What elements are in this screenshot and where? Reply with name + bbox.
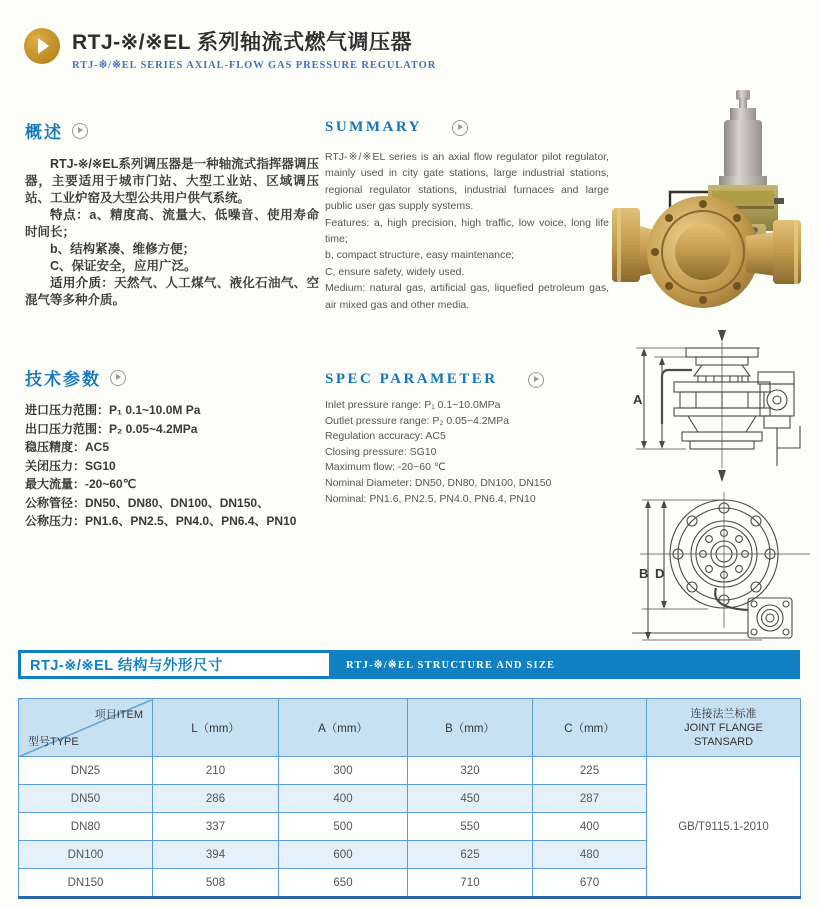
spec-heading-text: SPEC PARAMETER — [325, 371, 498, 387]
cell-c: 400 — [533, 813, 647, 841]
cell-l: 286 — [153, 785, 279, 813]
medium-text: 天然气、人工煤气、液化石油气、空混气等多种介质。 — [25, 276, 319, 307]
spec-line: Nominal Diameter: DN50, DN80, DN100, DN150 — [325, 476, 552, 489]
dim-label-d: D — [655, 566, 665, 581]
table-header-row — [19, 699, 801, 757]
overview-medium — [25, 275, 319, 309]
band-title-cn: RTJ-※/※EL 结构与外形尺寸 — [21, 653, 329, 676]
cell-l: 508 — [153, 869, 279, 898]
cell-type: DN100 — [19, 841, 153, 869]
cell-b: 450 — [408, 785, 533, 813]
tech-label: 关闭压力： — [25, 458, 86, 473]
cell-type: DN50 — [19, 785, 153, 813]
cell-type: DN25 — [19, 757, 153, 785]
col-header-c: C（mm） — [533, 699, 647, 757]
spec-line: Regulation accuracy: AC5 — [325, 430, 446, 443]
cell-b: 550 — [408, 813, 533, 841]
tech-label: 最大流量： — [25, 477, 86, 491]
cell-a: 300 — [279, 757, 408, 785]
cell-l: 210 — [153, 757, 279, 785]
tech-item — [25, 494, 325, 513]
overview-intro: RTJ-※/※EL系列调压器是一种轴流式指挥器调压器，主要适用于城市门站、大型工业站、区域调压站、工业炉窑及大型公共用户供气系统。 — [25, 157, 319, 205]
page-subtitle: RTJ-※/※EL SERIES AXIAL-FLOW GAS PRESSURE REGULATOR — [72, 60, 437, 71]
overview-body — [25, 156, 319, 309]
summary-line: Medium: natural gas, artificial gas, liquefied petroleum gas, air mixed gas and other media. — [325, 282, 609, 311]
spec-line: Inlet pressure range: P₁ 0.1~10.0MPa — [325, 399, 501, 411]
tech-value: P₁ 0.1~10.0M Pa — [109, 403, 201, 417]
tech-label: 出口压力范围： — [25, 421, 110, 436]
tech-label: 公称管径： — [25, 495, 86, 510]
col-header-a: A（mm） — [279, 699, 408, 757]
overview-heading — [25, 118, 319, 143]
spec-heading — [325, 371, 609, 388]
section-tech-params — [25, 365, 325, 531]
dimensions-table-wrap — [18, 698, 800, 899]
cell-c: 670 — [533, 869, 647, 898]
overview-features — [25, 207, 319, 241]
spec-line: Outlet pressure range: P₂ 0.05~4.2MPa — [325, 414, 510, 427]
flange-header-cn: 连接法兰标准 — [690, 707, 757, 720]
product-photo — [608, 86, 813, 324]
section-overview — [25, 118, 319, 309]
side-view-drawing — [610, 328, 810, 484]
tech-value: P₂ 0.05~4.2MPa — [109, 421, 198, 436]
tech-item — [25, 401, 325, 420]
overview-feature-b: b、结构紧凑、维修方便； — [50, 242, 196, 256]
summary-heading — [325, 119, 609, 136]
dim-label-b: B — [639, 566, 649, 581]
spec-line: Maximum flow: -20~60 ℃ — [325, 461, 446, 474]
tech-heading-text: 技术参数 — [25, 370, 101, 389]
cell-flange-standard: GB/T9115.1-2010 — [647, 757, 801, 898]
flange-header-en2: STANSARD — [693, 735, 754, 748]
tech-value: SG10 — [85, 458, 116, 473]
features-a: a、精度高、流量大、低噪音、使用寿命时间长； — [25, 208, 319, 239]
tech-label: 稳压精度： — [25, 440, 86, 454]
header-type-label: 型号TYPE — [28, 736, 79, 748]
regulator-photo-illustration — [608, 86, 813, 324]
summary-line: RTJ-※/※EL series is an axial flow regulator pilot regulator, mainly used in city gate stations, large industrial stations, regional regulator stations, industrial furnaces and large public user gas supply systems. — [325, 151, 609, 213]
cell-a: 500 — [279, 813, 408, 841]
tech-item — [25, 512, 325, 531]
flange-header-en1: JOINT FLANGE — [684, 721, 763, 734]
section-spec-params — [325, 371, 609, 507]
title-block — [72, 26, 436, 71]
tech-value: PN1.6、PN2.5、PN4.0、PN6.4、PN10 — [85, 514, 297, 528]
spec-body — [325, 398, 609, 507]
cell-type: DN80 — [19, 813, 153, 841]
structure-size-band — [18, 650, 800, 679]
overview-heading-text: 概述 — [25, 123, 63, 142]
cell-b: 320 — [408, 757, 533, 785]
cell-a: 600 — [279, 841, 408, 869]
band-title-en: RTJ-※/※EL STRUCTURE AND SIZE — [346, 659, 556, 671]
overview-feature-c: C、保证安全，应用广泛。 — [50, 259, 197, 273]
tech-label: 公称压力： — [25, 514, 86, 528]
play-badge-icon — [24, 28, 60, 64]
cell-l: 394 — [153, 841, 279, 869]
page-header — [24, 26, 436, 71]
col-header-item-type — [19, 699, 153, 757]
front-view-drawing — [612, 488, 812, 648]
cell-a: 650 — [279, 869, 408, 898]
spec-line: Nominal: PN1.6, PN2.5, PN4.0, PN6.4, PN10 — [325, 492, 536, 505]
spec-line: Closing pressure: SG10 — [325, 445, 437, 458]
tech-value: DN50、DN80、DN100、DN150、 — [85, 495, 270, 510]
dimensions-table — [18, 698, 801, 899]
summary-line: C, ensure safety, widely used. — [325, 265, 465, 278]
tech-label: 进口压力范围： — [25, 403, 110, 417]
tech-item — [25, 457, 325, 476]
play-icon — [72, 123, 88, 139]
summary-line: b, compact structure, easy maintenance; — [325, 249, 515, 262]
tech-item — [25, 420, 325, 439]
col-header-flange — [647, 699, 801, 757]
dimension-drawing-side — [610, 328, 810, 484]
cell-l: 337 — [153, 813, 279, 841]
tech-item — [25, 438, 325, 457]
tech-heading — [25, 365, 325, 390]
summary-body — [325, 149, 609, 313]
cell-b: 710 — [408, 869, 533, 898]
cell-b: 625 — [408, 841, 533, 869]
tech-value: AC5 — [85, 440, 110, 454]
dimension-drawing-front — [612, 488, 812, 648]
tech-value: -20~60℃ — [85, 477, 137, 491]
cell-type: DN150 — [19, 869, 153, 898]
dim-label-a: A — [633, 392, 643, 407]
cell-c: 225 — [533, 757, 647, 785]
header-item-label: 项目ITEM — [94, 709, 143, 721]
features-label: 特点： — [50, 208, 90, 222]
play-icon — [452, 120, 468, 136]
col-header-b: B（mm） — [408, 699, 533, 757]
page-title: RTJ-※/※EL 系列轴流式燃气调压器 — [72, 31, 412, 54]
table-row — [19, 757, 801, 785]
play-icon — [528, 372, 544, 388]
col-header-l: L（mm） — [153, 699, 279, 757]
cell-c: 480 — [533, 841, 647, 869]
cell-c: 287 — [533, 785, 647, 813]
cell-a: 400 — [279, 785, 408, 813]
tech-item — [25, 475, 325, 494]
summary-line: Features: a, high precision, high traffic, low voice, long life time; — [325, 216, 609, 246]
tech-body — [25, 401, 325, 531]
play-icon — [110, 370, 126, 386]
summary-heading-text: SUMMARY — [325, 119, 422, 135]
section-summary — [325, 119, 609, 313]
medium-label: 适用介质： — [50, 276, 115, 290]
